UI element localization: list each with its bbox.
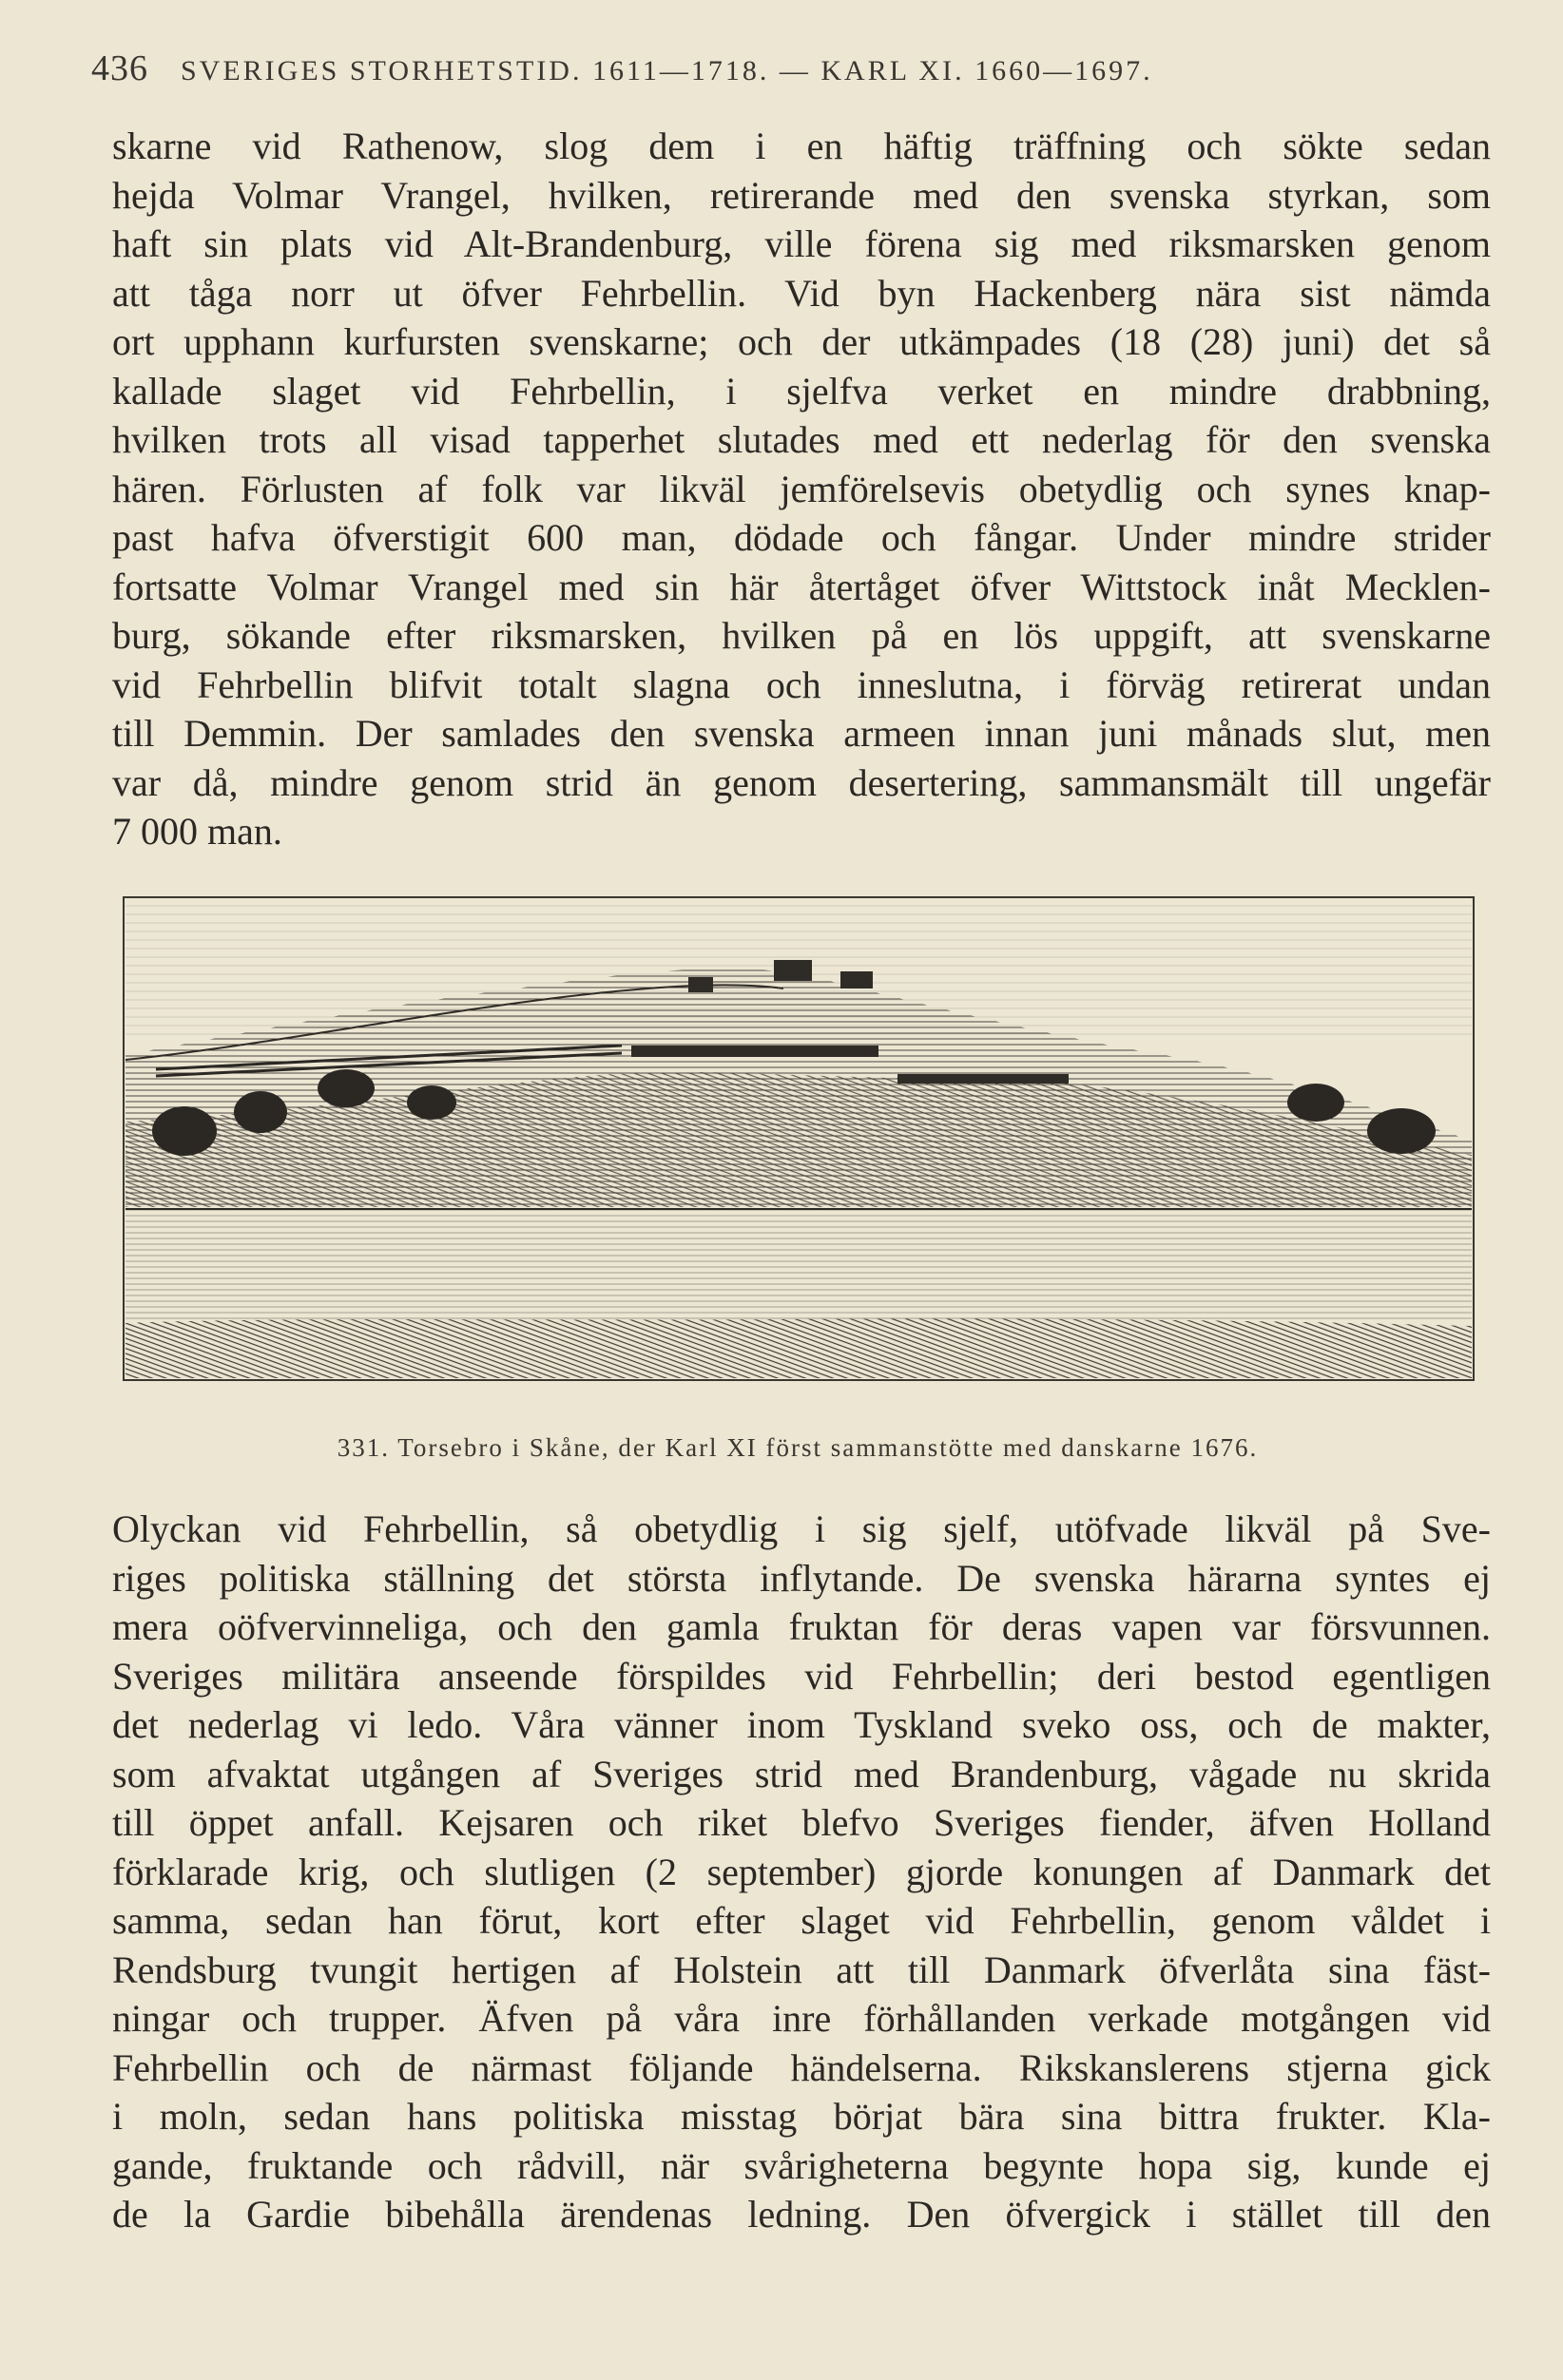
text-line: att tåga norr ut öfver Fehrbellin. Vid byn Hackenberg nära sist nämda [112, 271, 1491, 315]
text-line: hären. Förlusten af folk var likväl jemförelsevis obetydlig och synes knap- [112, 467, 1491, 510]
river [125, 1209, 1472, 1323]
text-line: 7 000 man. [112, 810, 282, 853]
text-line: Rendsburg tvungit hertigen af Holstein att till Danmark öfverlåta sina fäst- [112, 1948, 1491, 1991]
text-line: fortsatte Volmar Vrangel med sin här återtåget öfver Wittstock inåt Mecklen- [112, 565, 1491, 608]
text-line: var då, mindre genom strid än genom desertering, sammansmält till ungefär [112, 760, 1491, 804]
figure-caption: 331. Torsebro i Skåne, der Karl XI först sammanstötte med danskarne 1676. [337, 1433, 1259, 1462]
text-line: i moln, sedan hans politiska misstag börjat bära sina bittra frukter. Kla- [112, 2095, 1491, 2138]
text-line: ort upphann kurfursten svenskarne; och der utkämpades (18 (28) juni) det så [112, 320, 1491, 363]
text-line: burg, sökande efter riksmarsken, hvilken på en lös uppgift, att svenskarne [112, 614, 1491, 657]
text-line: past hafva öfverstigit 600 man, dödade och fångar. Under mindre strider [112, 516, 1491, 559]
text-line: mera oöfvervinneliga, och den gamla fruktan för deras vapen var försvunnen. [112, 1605, 1491, 1648]
text-line: till öppet anfall. Kejsaren och riket blefvo Sveriges fiender, äfven Holland [112, 1801, 1491, 1844]
page-number: 436 [91, 48, 148, 88]
text-line: ningar och trupper. Äfven på våra inre förhållanden verkade motgången vid [112, 1997, 1491, 2040]
paragraph-1 [112, 122, 1491, 856]
text-line: det nederlag vi ledo. Våra vänner inom Tyskland sveko oss, och de makter, [112, 1703, 1491, 1746]
engraving-illustration [118, 893, 1477, 1388]
text-line: Fehrbellin och de närmast följande händelserna. Rikskanslerens stjerna gick [112, 2045, 1491, 2089]
text-line: skarne vid Rathenow, slog dem i en häftig träffning och sökte sedan [112, 125, 1491, 167]
paragraph-2 [112, 1505, 1491, 2239]
text-line: riges politiska ställning det största inflytande. De svenska härarna syntes ej [112, 1556, 1491, 1600]
text-line: haft sin plats vid Alt-Brandenburg, ville förena sig med riksmarsken genom [112, 222, 1491, 265]
text-line: hvilken trots all visad tapperhet slutades med ett nederlag för den svenska [112, 418, 1491, 461]
text-line: samma, sedan han förut, kort efter slaget vid Fehrbellin, genom våldet i [112, 1899, 1491, 1942]
text-line: hejda Volmar Vrangel, hvilken, retirerande med den svenska styrkan, som [112, 173, 1491, 217]
landscape-engraving [118, 893, 1477, 1388]
text-line: Olyckan vid Fehrbellin, så obetydlig i sig sjelf, utöfvade likväl på Sve- [112, 1507, 1491, 1550]
text-line: vid Fehrbellin blifvit totalt slagna och inneslutna, i förväg retirerat undan [112, 662, 1491, 706]
text-line: Sveriges militära anseende förspildes vid Fehrbellin; deri bestod egentligen [112, 1654, 1491, 1698]
running-head [91, 48, 1489, 89]
text-line: till Demmin. Der samlades den svenska armeen innan juni månads slut, men [112, 712, 1491, 755]
text-line: som afvaktat utgången af Sveriges strid med Brandenburg, vågade nu skrida [112, 1752, 1491, 1795]
running-title: SVERIGES STORHETSTID. 1611—1718. — KARL XI. 1660—1697. [181, 55, 1153, 86]
text-line: kallade slaget vid Fehrbellin, i sjelfva verket en mindre drabbning, [112, 369, 1491, 413]
text-line: de la Gardie bibehålla ärendenas ledning. Den öfvergick i stället till den [112, 2193, 1491, 2236]
text-line: förklarade krig, och slutligen (2 september) gjorde konungen af Danmark det [112, 1850, 1491, 1893]
text-line: gande, fruktande och rådvill, när svårigheterna begynte hopa sig, kunde ej [112, 2143, 1491, 2187]
foreground-shore [125, 1318, 1472, 1378]
